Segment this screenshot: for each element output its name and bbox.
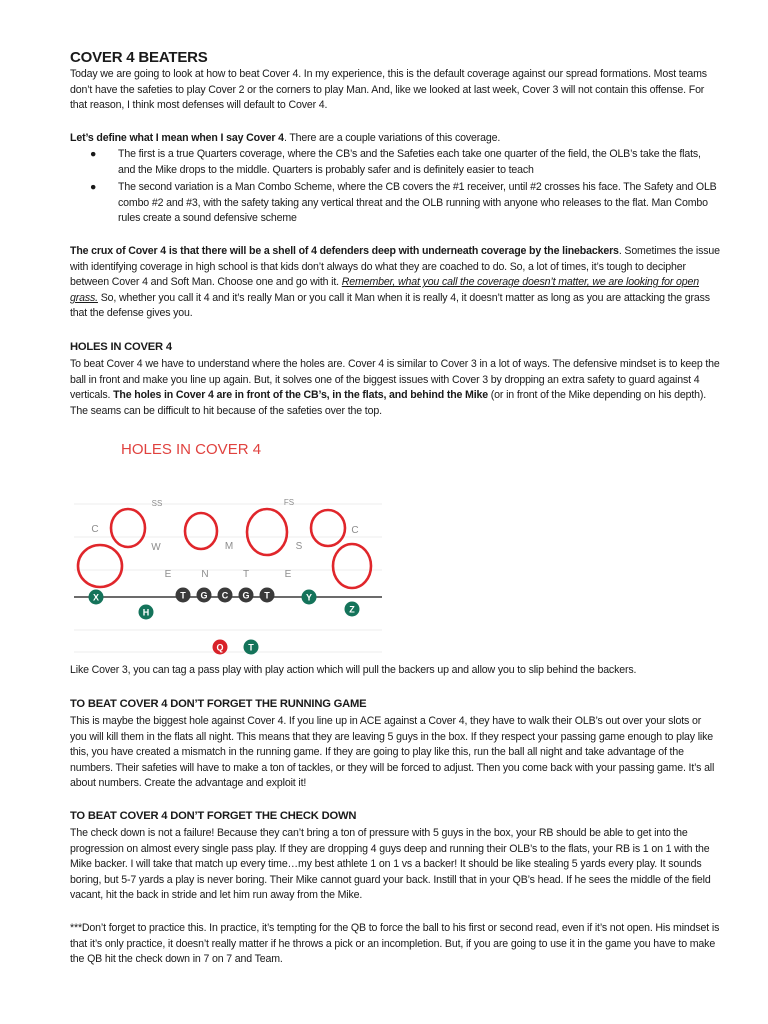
checkdown-heading: TO BEAT COVER 4 DON’T FORGET THE CHECK DOWN [70, 810, 357, 822]
define-paragraph [70, 131, 720, 147]
crux-underline: Remember, what you call the coverage doesn’t matter, we are looking for open grass. [70, 276, 700, 304]
line-g1-label: G [200, 590, 208, 601]
line-t1-label: T [180, 590, 186, 601]
receiver-h-label: H [142, 607, 150, 618]
checkdown-paragraph: The check down is not a failure! Because they can’t bring a ton of pressure with 5 guys in the box, your RB should be able to get into the progression on almost every single pass play. If they are dropping 4 guys deep and running their OLB’s to the flats, your RB is 1 on 1 with the Mike backer. I will take that match up every time…my best athlete 1 on 1 vs a backer! It should be like stealing 5 yards every play. It sounds boring, but 5-7 yards a play is never boring. Their Mike cannot guard your back. Instill that in your QB’s head. If he sees the middle of the field vacant, hit the back in stride and let him run away from the Mike. [70, 827, 711, 902]
receiver-y-label: Y [305, 592, 313, 603]
quarterback-label: Q [216, 642, 224, 653]
receiver-x-label: X [92, 592, 100, 603]
bullet-text: The first is a true Quarters coverage, where the CB’s and the Safeties each take one quarter of the field, the OLB’s take the flats, and the Mike drops to the middle. Quarters is probably safer and is definitely easier to teach [118, 148, 701, 176]
defense-c-right: C [351, 525, 359, 536]
line-t2-label: T [264, 590, 270, 601]
hole-left-seam [185, 513, 217, 549]
line-c-label: C [221, 590, 229, 601]
crux-paragraph [70, 244, 720, 322]
defense-ss: SS [151, 499, 163, 508]
hole-behind-mike [247, 509, 287, 555]
bullet-item [90, 180, 720, 228]
holes-paragraph [70, 357, 720, 419]
crux-end: So, whether you call it 4 and it’s really Man or you call it Man when it is really 4, it doesn’t matter as long as you are attacking the grass that the defense gives you. [70, 291, 710, 320]
crux-bold: The crux of Cover 4 is that there will be a shell of 4 defenders deep with underneath coverage by the linebackers [70, 245, 619, 257]
defense-n: N [201, 569, 209, 580]
page-title: COVER 4 BEATERS [70, 49, 208, 66]
offensive-line [176, 588, 275, 603]
bullet-dot: ● [90, 148, 97, 160]
holes-p1: To beat Cover 4 we have to understand where the holes are. Cover 4 is similar to Cover 3 in a lot of ways. The defensive mindset is to keep the ball in front and make you line up again. But, it solves one of the biggest issues with Cover 3 by dropping an extra safety to guard against 4 verticals. [70, 358, 720, 402]
hole-right-flat [311, 510, 345, 546]
defense-e-left: E [164, 569, 172, 580]
holes-heading: HOLES IN COVER 4 [70, 341, 172, 353]
defense-e-right: E [284, 569, 292, 580]
defense-fs: FS [283, 498, 295, 507]
defense-w: W [151, 542, 161, 553]
practice-note: ***Don’t forget to practice this. In practice, it’s tempting for the QB to force the ball to his first or second read, even if it’s not open. His mindset is that it’s only practice, it doesn’t really matter if he throws a pick or an incompletion. But, if you are going to use it in the game you have to make the QB hit the check down in 7 on 7 and Team. [70, 922, 720, 966]
cover4-diagram [70, 432, 390, 658]
define-bold: Let’s define what I mean when I say Cover 4 [70, 132, 284, 144]
defense-s: S [295, 541, 303, 552]
receiver-z-label: Z [349, 604, 355, 615]
running-paragraph: This is maybe the biggest hole against Cover 4. If you line up in ACE against a Cover 4, they have to walk their OLB’s out over your slots or you will kill them in the flats all night. This means that they are leaving 5 guys in the box. If they respect your passing game enough to play like this, you have created a mismatch in the running game. If they are going to play like this, run the ball all night and take advantage of the numbers. Their safeties will have to make a ton of tackles, or they will be forced to adjust. Then you come back with your passing game. It’s all about numbers. Create the advantage and exploit it! [70, 715, 715, 790]
bullet-text: The second variation is a Man Combo Scheme, where the CB covers the #1 receiver, until #2 crosses his face. The Safety and OLB combo #2 and #3, with the safety taking any vertical threat and the OLB running with anyone who releases to the flat. Man Combo rules create a sound defensive scheme [118, 181, 717, 225]
bullet-item [90, 147, 720, 179]
line-g2-label: G [242, 590, 250, 601]
diagram-title: HOLES IN COVER 4 [121, 441, 262, 458]
running-heading: TO BEAT COVER 4 DON’T FORGET THE RUNNING GAME [70, 698, 367, 710]
running-back-label: T [248, 642, 254, 653]
crux-mid: . Sometimes the issue with identifying coverage in high school is that kids don’t always do what they are coached to do. So, a lot of times, it’s tough to decipher between Cover 4 and Soft Man. Choose one and go with it. [70, 245, 720, 289]
hole-right-corner [333, 544, 371, 588]
defense-t: T [242, 569, 250, 580]
defense-c-left: C [91, 524, 99, 535]
holes-bold: The holes in Cover 4 are in front of the CB’s, in the flats, and behind the Mike [113, 389, 489, 402]
bullet-dot: ● [90, 181, 97, 193]
hole-left-flat [111, 509, 145, 547]
define-rest: . There are a couple variations of this coverage. [283, 132, 501, 144]
defense-m: M [224, 541, 234, 552]
intro-paragraph: Today we are going to look at how to beat Cover 4. In my experience, this is the default coverage against our spread formations. Most teams don’t have the safeties to play Cover 2 or the corners to play Man. And, like we looked at last week, Cover 3 will not contain this offense. For that reason, I think most defenses will default to Cover 4. [70, 68, 707, 112]
diagram-caption: Like Cover 3, you can tag a pass play with play action which will pull the backers up and allow you to slip behind the backers. [70, 664, 637, 676]
hole-left-corner [78, 545, 122, 587]
holes-p2: (or in front of the Mike depending on his depth). The seams can be difficult to hit because of the safeties over the top. [70, 389, 707, 417]
